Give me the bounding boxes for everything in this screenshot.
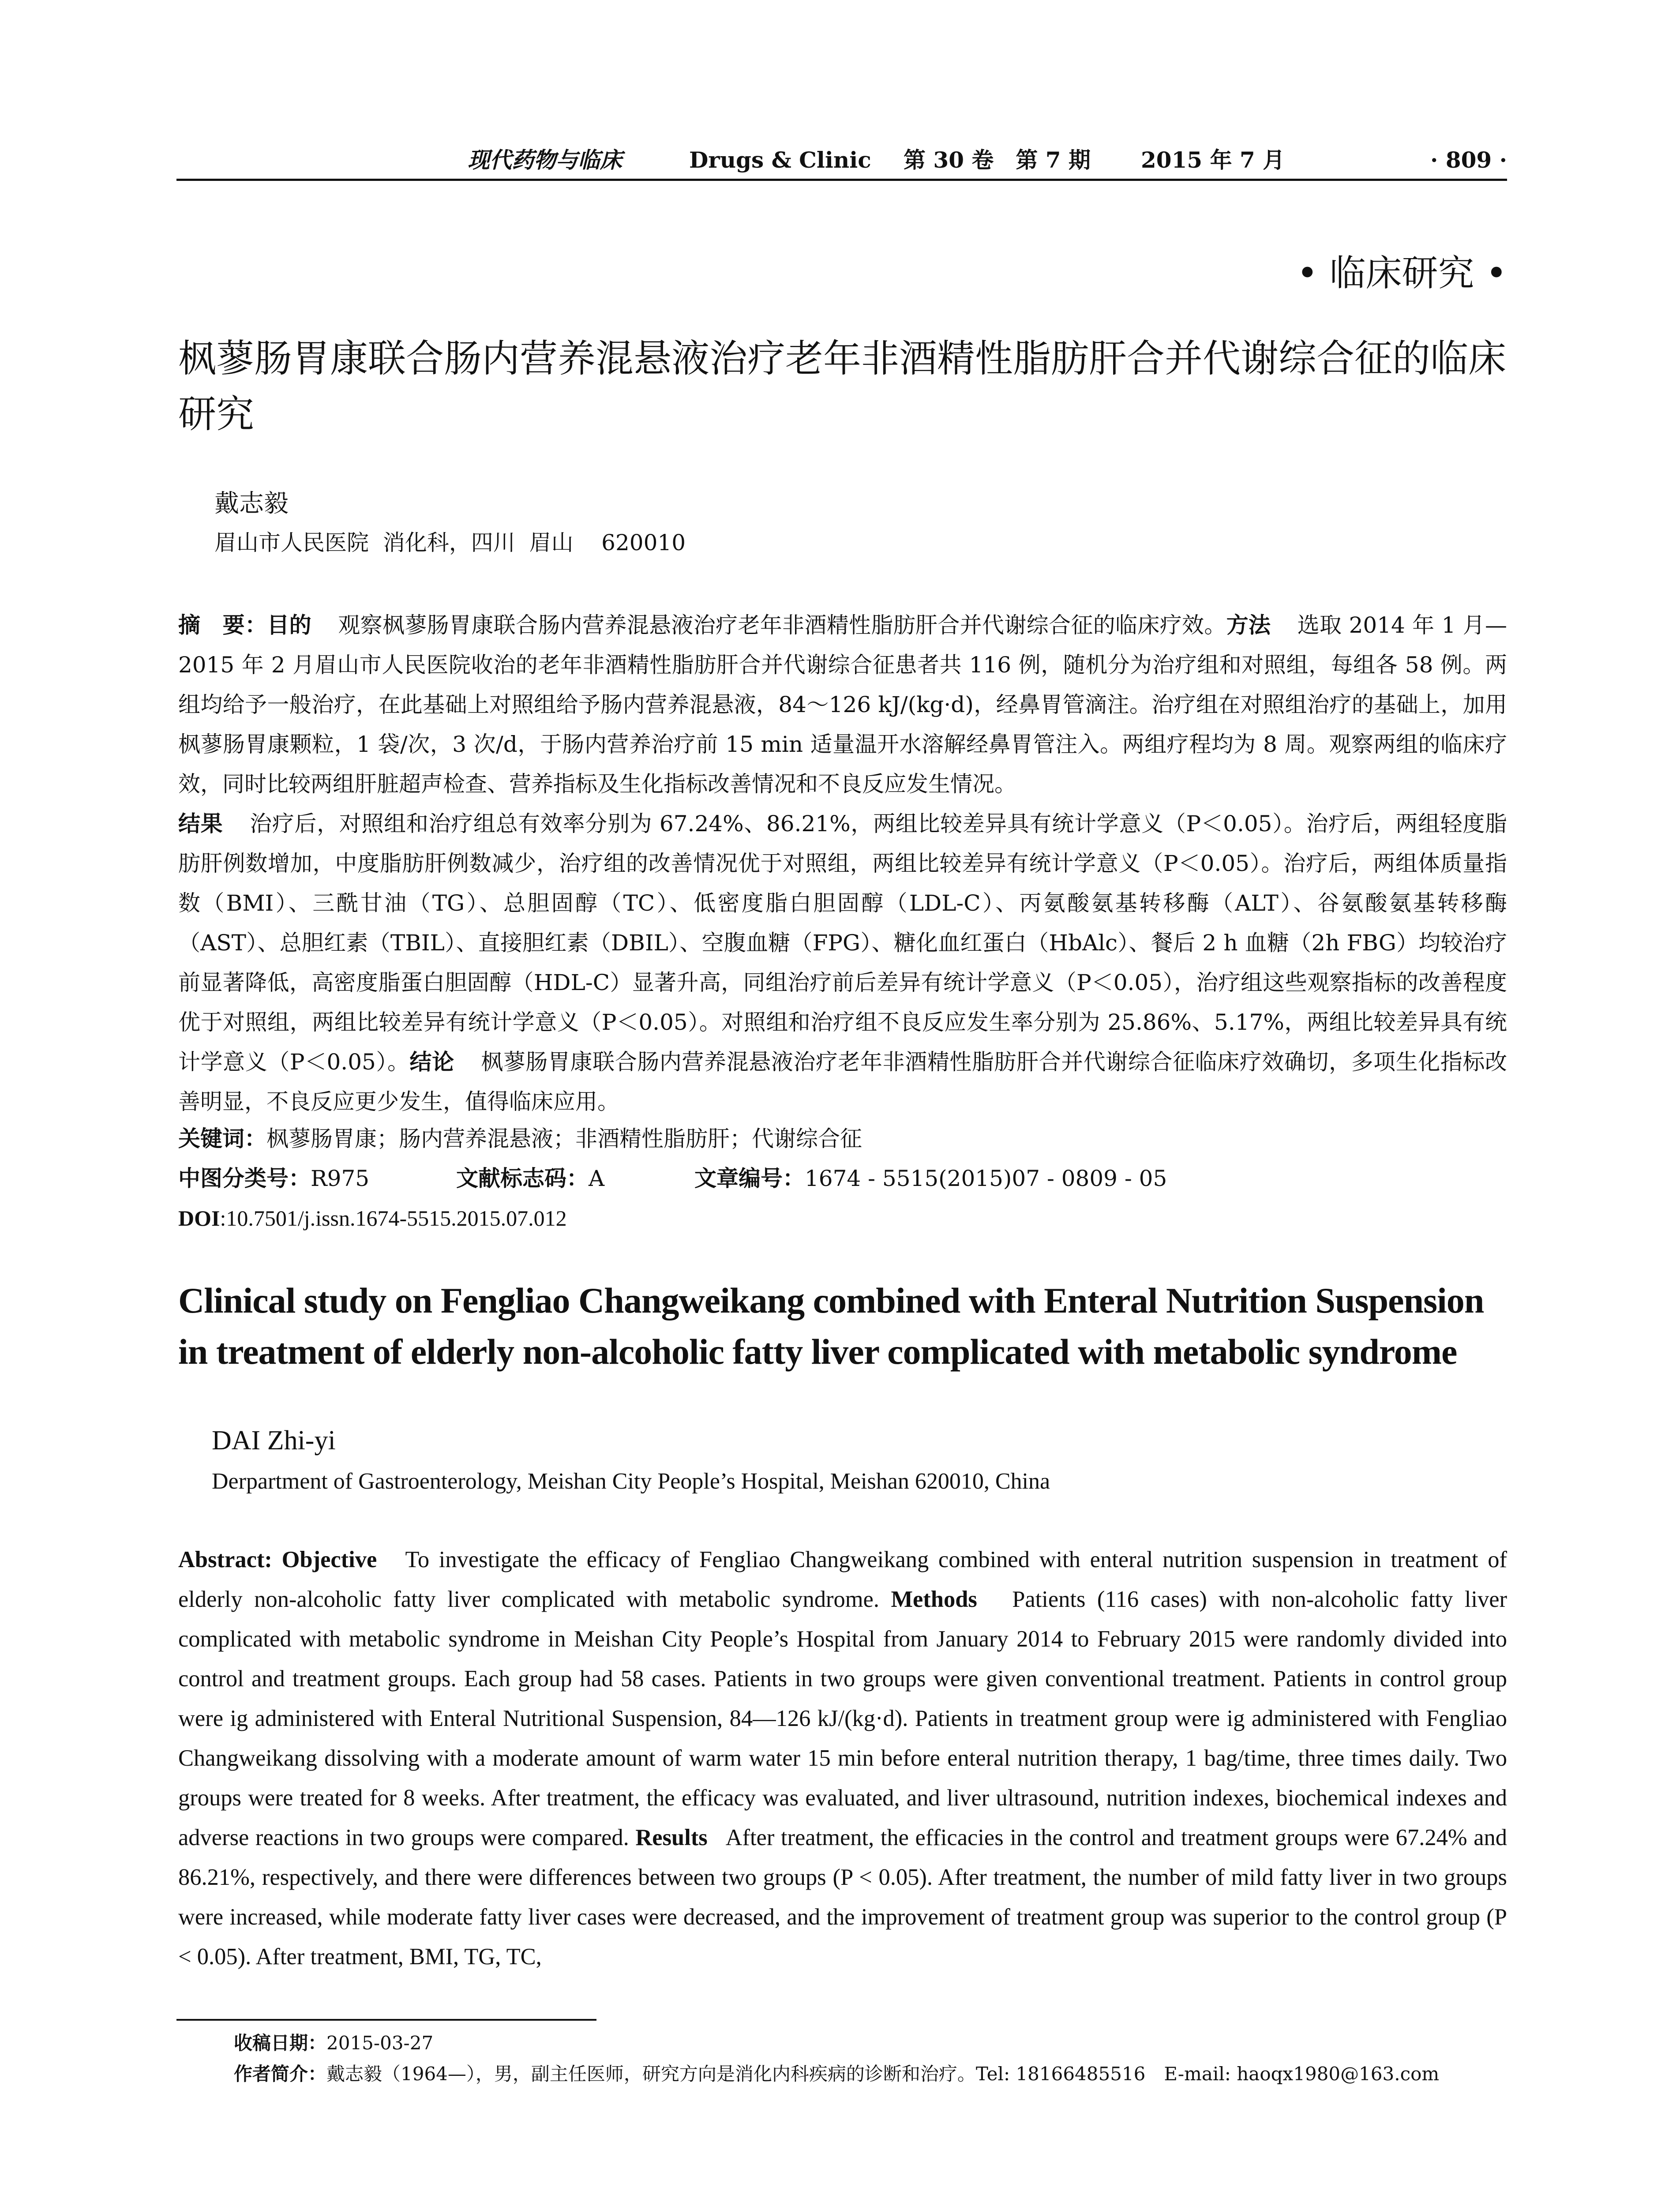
section-label: • 临床研究 • bbox=[1297, 252, 1507, 294]
running-header bbox=[176, 140, 1507, 180]
results-label-en: Results bbox=[635, 1825, 708, 1850]
received-date bbox=[234, 2028, 433, 2059]
journal-name-en: Drugs & Clinic bbox=[689, 147, 871, 173]
footnote-divider bbox=[176, 2019, 596, 2021]
bio-label: 作者简介： bbox=[234, 2063, 327, 2085]
doi-line bbox=[178, 1198, 567, 1238]
chinese-abstract bbox=[178, 605, 1507, 1122]
keywords-text: 枫蓼肠胃康；肠内营养混悬液；非酒精性脂肪肝；代谢综合征 bbox=[266, 1126, 862, 1152]
conclusion-text-cn: 枫蓼肠胃康联合肠内营养混悬液治疗老年非酒精性脂肪肝合并代谢综合征临床疗效确切，多项生化指标改善明显，不良反应更少发生，值得临床应用。 bbox=[178, 1049, 1507, 1114]
english-author: DAI Zhi-yi bbox=[212, 1426, 336, 1456]
chinese-author: 戴志毅 bbox=[214, 489, 289, 518]
journal-name-cn: 现代药物与临床 bbox=[468, 147, 622, 173]
article-number-label: 文章编号： bbox=[694, 1166, 805, 1191]
chinese-title: 枫蓼肠胃康联合肠内营养混悬液治疗老年非酒精性脂肪肝合并代谢综合征的临床研究 bbox=[178, 337, 1506, 436]
clc-label: 中图分类号： bbox=[178, 1166, 311, 1191]
methods-label-cn: 方法 bbox=[1226, 612, 1271, 638]
methods-text-cn: 选取 2014 年 1 月—2015 年 2 月眉山市人民医院收治的老年非酒精性脂肪肝合并代谢综合征患者共 116 例，随机分为治疗组和对照组，每组各 58 例。两组均给予一般治疗，在此基础上对照组给予肠内营养混悬液，84～126 kJ/(kg·d)，经鼻胃管滴注。治疗组在对照组治疗的基础上，加用枫蓼肠胃康颗粒，1 袋/次，3 次/d，于肠内营养治疗前 15 min 适量温开水溶解经鼻胃管注入。两组疗程均为 8 周。观察两组的临床疗效，同时比较两组肝脏超声检查、营养指标及生化指标改善情况和不良反应发生情况。 bbox=[178, 612, 1508, 797]
objective-label-en: Objective bbox=[281, 1547, 377, 1572]
keywords bbox=[178, 1119, 862, 1159]
received-label: 收稿日期： bbox=[234, 2032, 327, 2054]
methods-label-en: Methods bbox=[891, 1587, 977, 1612]
classification-line bbox=[178, 1159, 1507, 1198]
article-number-value: 1674 - 5515(2015)07 - 0809 - 05 bbox=[805, 1166, 1167, 1191]
chinese-affiliation: 眉山市人民医院 消化科，四川 眉山 620010 bbox=[214, 530, 686, 555]
doc-code-value: A bbox=[589, 1166, 605, 1191]
abstract-label-en: Abstract: bbox=[178, 1547, 272, 1572]
doi-text: :10.7501/j.issn.1674-5515.2015.07.012 bbox=[220, 1206, 567, 1231]
objective-label-cn: 目的 bbox=[267, 612, 312, 638]
received-value: 2015-03-27 bbox=[326, 2032, 434, 2054]
english-title: Clinical study on Fengliao Changweikang combined with Enteral Nutrition Suspension in treatment of elderly non-alcoholic fatty liver complicated with metabolic syndrome bbox=[178, 1280, 1484, 1372]
abstract-label-cn: 摘 要： bbox=[178, 612, 267, 638]
bio-text: 戴志毅（1964—），男，副主任医师，研究方向是消化内科疾病的诊断和治疗。Tel: 18166485516 E-mail: haoqx1980@163.com bbox=[326, 2063, 1440, 2085]
results-label-cn: 结果 bbox=[178, 811, 223, 837]
page-number: · 809 · bbox=[1430, 147, 1507, 173]
author-bio bbox=[234, 2059, 1439, 2090]
english-abstract bbox=[178, 1540, 1507, 1977]
objective-text-en: To investigate the efficacy of Fengliao Changweikang combined with enteral nutrition suspension in treatment of elderly non-alcoholic fatty liver complicated with metabolic syndrome. bbox=[178, 1547, 1507, 1612]
clc-value: R975 bbox=[311, 1166, 370, 1191]
doi-label: DOI bbox=[178, 1206, 220, 1231]
issue-date: 2015 年 7 月 bbox=[1141, 147, 1285, 173]
keywords-label: 关键词： bbox=[178, 1126, 266, 1152]
results-text-en: After treatment, the efficacies in the control and treatment groups were 67.24% and 86.21%, respectively, and there were differences between two groups (P < 0.05). After treatment, the number of mild fatty liver in two groups were increased, while moderate fatty liver cases were decreased, and the improvement of treatment group was superior to the control group (P < 0.05). After treatment, BMI, TG, TC, bbox=[178, 1825, 1508, 1970]
results-text-cn: 治疗后，对照组和治疗组总有效率分别为 67.24%、86.21%，两组比较差异具有统计学意义（P＜0.05）。治疗后，两组轻度脂肪肝例数增加，中度脂肪肝例数减少，治疗组的改善情况优于对照组，两组比较差异有统计学意义（P＜0.05）。治疗后，两组体质量指数（BMI）、三酰甘油（TG）、总胆固醇（TC）、低密度脂白胆固醇（LDL-C）、丙氨酸氨基转移酶（ALT）、谷氨酸氨基转移酶（AST）、总胆红素（TBIL）、直接胆红素（DBIL）、空腹血糖（FPG）、糖化血红蛋白（HbAlc）、餐后 2 h 血糖（2h FBG）均较治疗前显著降低，高密度脂蛋白胆固醇（HDL-C）显著升高，同组治疗前后差异有统计学意义（P＜0.05），治疗组这些观察指标的改善程度优于对照组，两组比较差异有统计学意义（P＜0.05）。对照组和治疗组不良反应发生率分别为 25.86%、5.17%，两组比较差异具有统计学意义（P＜0.05）。 bbox=[178, 811, 1507, 1075]
objective-text-cn: 观察枫蓼肠胃康联合肠内营养混悬液治疗老年非酒精性脂肪肝合并代谢综合征的临床疗效。 bbox=[338, 612, 1226, 638]
doc-code-label: 文献标志码： bbox=[456, 1166, 589, 1191]
conclusion-label-cn: 结论 bbox=[409, 1049, 454, 1075]
methods-text-en: Patients (116 cases) with non-alcoholic fatty liver complicated with metabolic syndrome in Meishan City People’s Hospital from January 2014 to February 2015 were randomly divided into control and treatment groups. Each group had 58 cases. Patients in two groups were given conventional treatment. Patients in control group were ig administered with Enteral Nutritional Suspension, 84—126 kJ/(kg·d). Patients in treatment group were ig administered with Fengliao Changweikang dissolving with a moderate amount of warm water 15 min before enteral nutrition therapy, 1 bag/time, three times daily. Two groups were treated for 8 weeks. After treatment, the efficacy was evaluated, and liver ultrasound, nutrition indexes, biochemical indexes and adverse reactions in two groups were compared. bbox=[178, 1587, 1508, 1850]
english-affiliation: Derpartment of Gastroenterology, Meishan City People’s Hospital, Meishan 620010, China bbox=[212, 1469, 1050, 1494]
header-divider bbox=[176, 179, 1507, 181]
volume-issue: 第 30 卷 第 7 期 bbox=[904, 147, 1091, 173]
